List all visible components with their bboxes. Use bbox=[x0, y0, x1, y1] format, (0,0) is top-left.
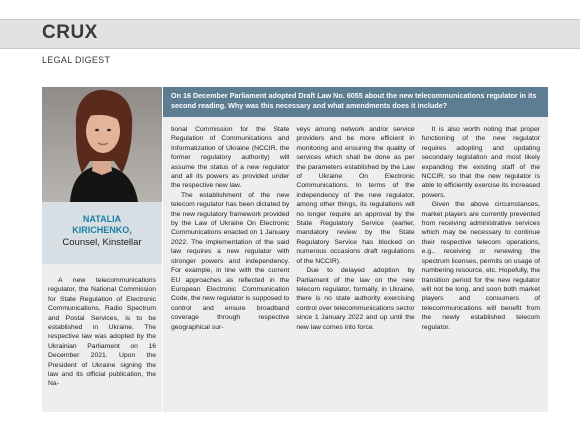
author-name-line1: NATALIA bbox=[82, 214, 122, 224]
author-role: Counsel, Kinstellar bbox=[62, 237, 142, 248]
paragraph: veys among network and/or service providers and be more efficient in monitoring and ensuring the quality of services which shall be done as per the parameters established by the Law of Ukraine On Electronic Communications. In terms of the independency of the new regulator, among other things, its regulations will no longer require an approval by the State Regulatory Service (earlier, mandatory review by the State Regulatory Service has blocked on numerous occasions draft regulations of the NCCIR). bbox=[296, 126, 415, 265]
paragraph: It is also worth noting that proper functioning of the new regulator requires adopting and updating secondary legislation and most likely expanding the existing staff of the NCCIR, so that the new regulator is able to efficiently exercise its increased powers. bbox=[421, 126, 540, 199]
lead-banner: On 16 December Parliament adopted Draft Law No. 6055 about the new telecommunications regulator in its second reading. Why was this necessary and what amendments does it include? bbox=[163, 87, 548, 117]
paragraph: A new telecommunications regulator, the National Commission for State Regulation of Electronic Communications, Radio Spectrum and Postal Services, is to be established in Ukraine. The respective law was adopted by the Ukrainian Parliament on 16 December 2021. Upon the President of Ukraine signing the law and its official publication, the Na- bbox=[48, 277, 156, 388]
article-column-0 bbox=[42, 264, 162, 412]
author-name-line2: KIRICHENKO, bbox=[72, 225, 132, 235]
magazine-brand: CRUX bbox=[42, 22, 98, 43]
paragraph: Given the above circumstances, market players are currently prevented from receiving administrative services which may be necessary to continue their respective telecom operations, e.g., receiving or renewing the spectrum licenses, permits on usage of numbering resource, etc. Hopefully, the transition period for the new regulator will not be long, and soon both market players and consumers of telecommunications will benefit from the newly established telecom regulator. bbox=[421, 201, 540, 331]
author-box bbox=[42, 202, 162, 264]
article-body bbox=[163, 117, 548, 412]
paragraph: Due to delayed adoption by Parliament of the law on the new telecom regulator, formally, in Ukraine, there is no state authority exercising control over telecommunications sector since 1 January 2022 and up until the new law comes into force. bbox=[296, 267, 415, 331]
article-column-2 bbox=[296, 125, 414, 412]
paragraph: tional Commission for the State Regulation of Communications and Informatization of Ukraine (NCCIR, the former regulatory authority) will assume the status of a new regulator and all its powers as provided under the respective new law. bbox=[171, 126, 290, 190]
portrait-illustration bbox=[42, 87, 162, 202]
section-label: LEGAL DIGEST bbox=[42, 55, 111, 65]
author-photo bbox=[42, 87, 162, 202]
paragraph: The establishment of the new telecom regulator has been dictated by the new regulatory framework provided by the Law of Ukraine On Electronic Communications enacted on 1 January 2022. The implementation of the said law requires a new regulator with stronger powers and independency. For example, in line with the current EU approaches as reflected in the European Electronic Communication Code, the new regulator is supposed to control and ensure broadband coverage through respective geographical sur- bbox=[171, 191, 290, 331]
article-column-1 bbox=[171, 125, 289, 412]
article-column-3 bbox=[422, 125, 540, 412]
